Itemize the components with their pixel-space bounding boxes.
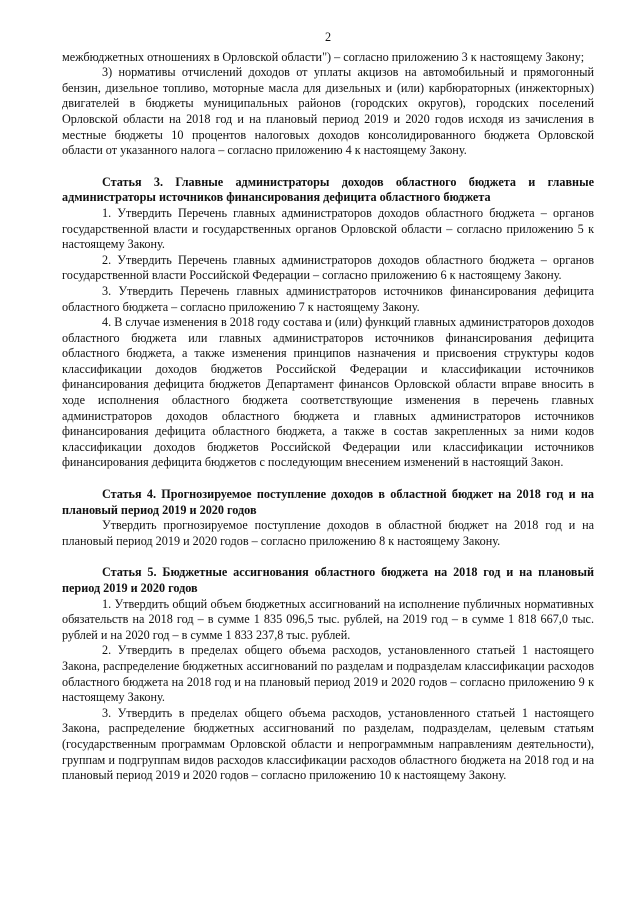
article-5-item-1: 1. Утвердить общий объем бюджетных ассигнований на исполнение публичных нормативных обязательств на 2018 год – в сумме 1 835 096,5 тыс. рублей, на 2019 год – в сумме 1 818 667,0 тыс. рублей и на 2020 год – в сумме 1 833 237,8 тыс. рублей.	[62, 596, 594, 642]
article-5-heading: Статья 5. Бюджетные ассигнования областного бюджета на 2018 год и на плановый период 2019 и 2020 годов	[62, 565, 594, 595]
paragraph-item-3: 3) нормативы отчислений доходов от уплаты акцизов на автомобильный и прямогонный бензин, дизельное топливо, моторные масла для дизельных и (или) карбюраторных (инжекторных) двигателей в бюджеты муниципальных районов (городских округов), городских поселений Орловской области на 2018 год и на плановый период 2019 и 2020 годов исходя из зачисления в местные бюджеты 10 процентов налоговых доходов консолидированного бюджета Орловской области от указанного налога – согласно приложению 4 к настоящему Закону.	[62, 65, 594, 158]
article-5-item-3: 3. Утвердить в пределах общего объема расходов, установленного статьей 1 настоящего Закона, распределение бюджетных ассигнований по разделам, подразделам, целевым статьям (государственным программам Орловской области и непрограммным направлениям деятельности), группам и подгруппам видов расходов классификации расходов областного бюджета на 2018 год и на плановый период 2019 и 2020 годов – согласно приложению 10 к настоящему Закону.	[62, 705, 594, 783]
document-page	[62, 30, 594, 784]
paragraph-continuation: межбюджетных отношениях в Орловской области") – согласно приложению 3 к настоящему Закону;	[62, 49, 585, 64]
article-3-item-2: 2. Утвердить Перечень главных администраторов доходов областного бюджета – органов государственной власти Российской Федерации – согласно приложению 6 к настоящему Закону.	[62, 252, 594, 283]
article-4-item-1: Утвердить прогнозируемое поступление доходов в областной бюджет на 2018 год и на плановый период 2019 и 2020 годов – согласно приложению 8 к настоящему Закону.	[62, 518, 594, 548]
article-4-heading: Статья 4. Прогнозируемое поступление доходов в областной бюджет на 2018 год и на плановый период 2019 и 2020 годов	[62, 487, 594, 517]
article-3-item-4: 4. В случае изменения в 2018 году состава и (или) функций главных администраторов доходов областного бюджета или главных администраторов источников финансирования дефицита областного бюджета, а также изменения принципов назначения и присвоения структуры кодов классификации доходов бюджетов Российской Федерации и классификации источников финансирования дефицита бюджетов Департамент финансов Орловской области вправе вносить в ходе исполнения областного бюджета соответствующие изменения в перечень главных администраторов доходов областного бюджета и главных администраторов источников финансирования дефицита областного бюджета, а также в состав закрепленных за ними кодов классификации доходов бюджетов Российской Федерации или классификации источников финансирования дефицита бюджетов с последующим внесением изменений в настоящий Закон.	[62, 315, 594, 470]
article-3-item-1: 1. Утвердить Перечень главных администраторов доходов областного бюджета – органов государственной власти и государственных органов Орловской области – согласно приложению 5 к настоящему Закону.	[62, 205, 594, 252]
article-5-item-2: 2. Утвердить в пределах общего объема расходов, установленного статьей 1 настоящего Закона, распределение бюджетных ассигнований по разделам и подразделам классификации расходов областного бюджета на 2018 год и на плановый период 2019 и 2020 годов – согласно приложению 9 к настоящему Закону.	[62, 643, 594, 705]
article-3-heading: Статья 3. Главные администраторы доходов областного бюджета и главные администраторы источников финансирования дефицита областного бюджета	[62, 174, 594, 205]
article-3-item-3: 3. Утвердить Перечень главных администраторов источников финансирования дефицита областного бюджета – согласно приложению 7 к настоящему Закону.	[62, 283, 594, 314]
page-number: 2	[324, 30, 332, 44]
